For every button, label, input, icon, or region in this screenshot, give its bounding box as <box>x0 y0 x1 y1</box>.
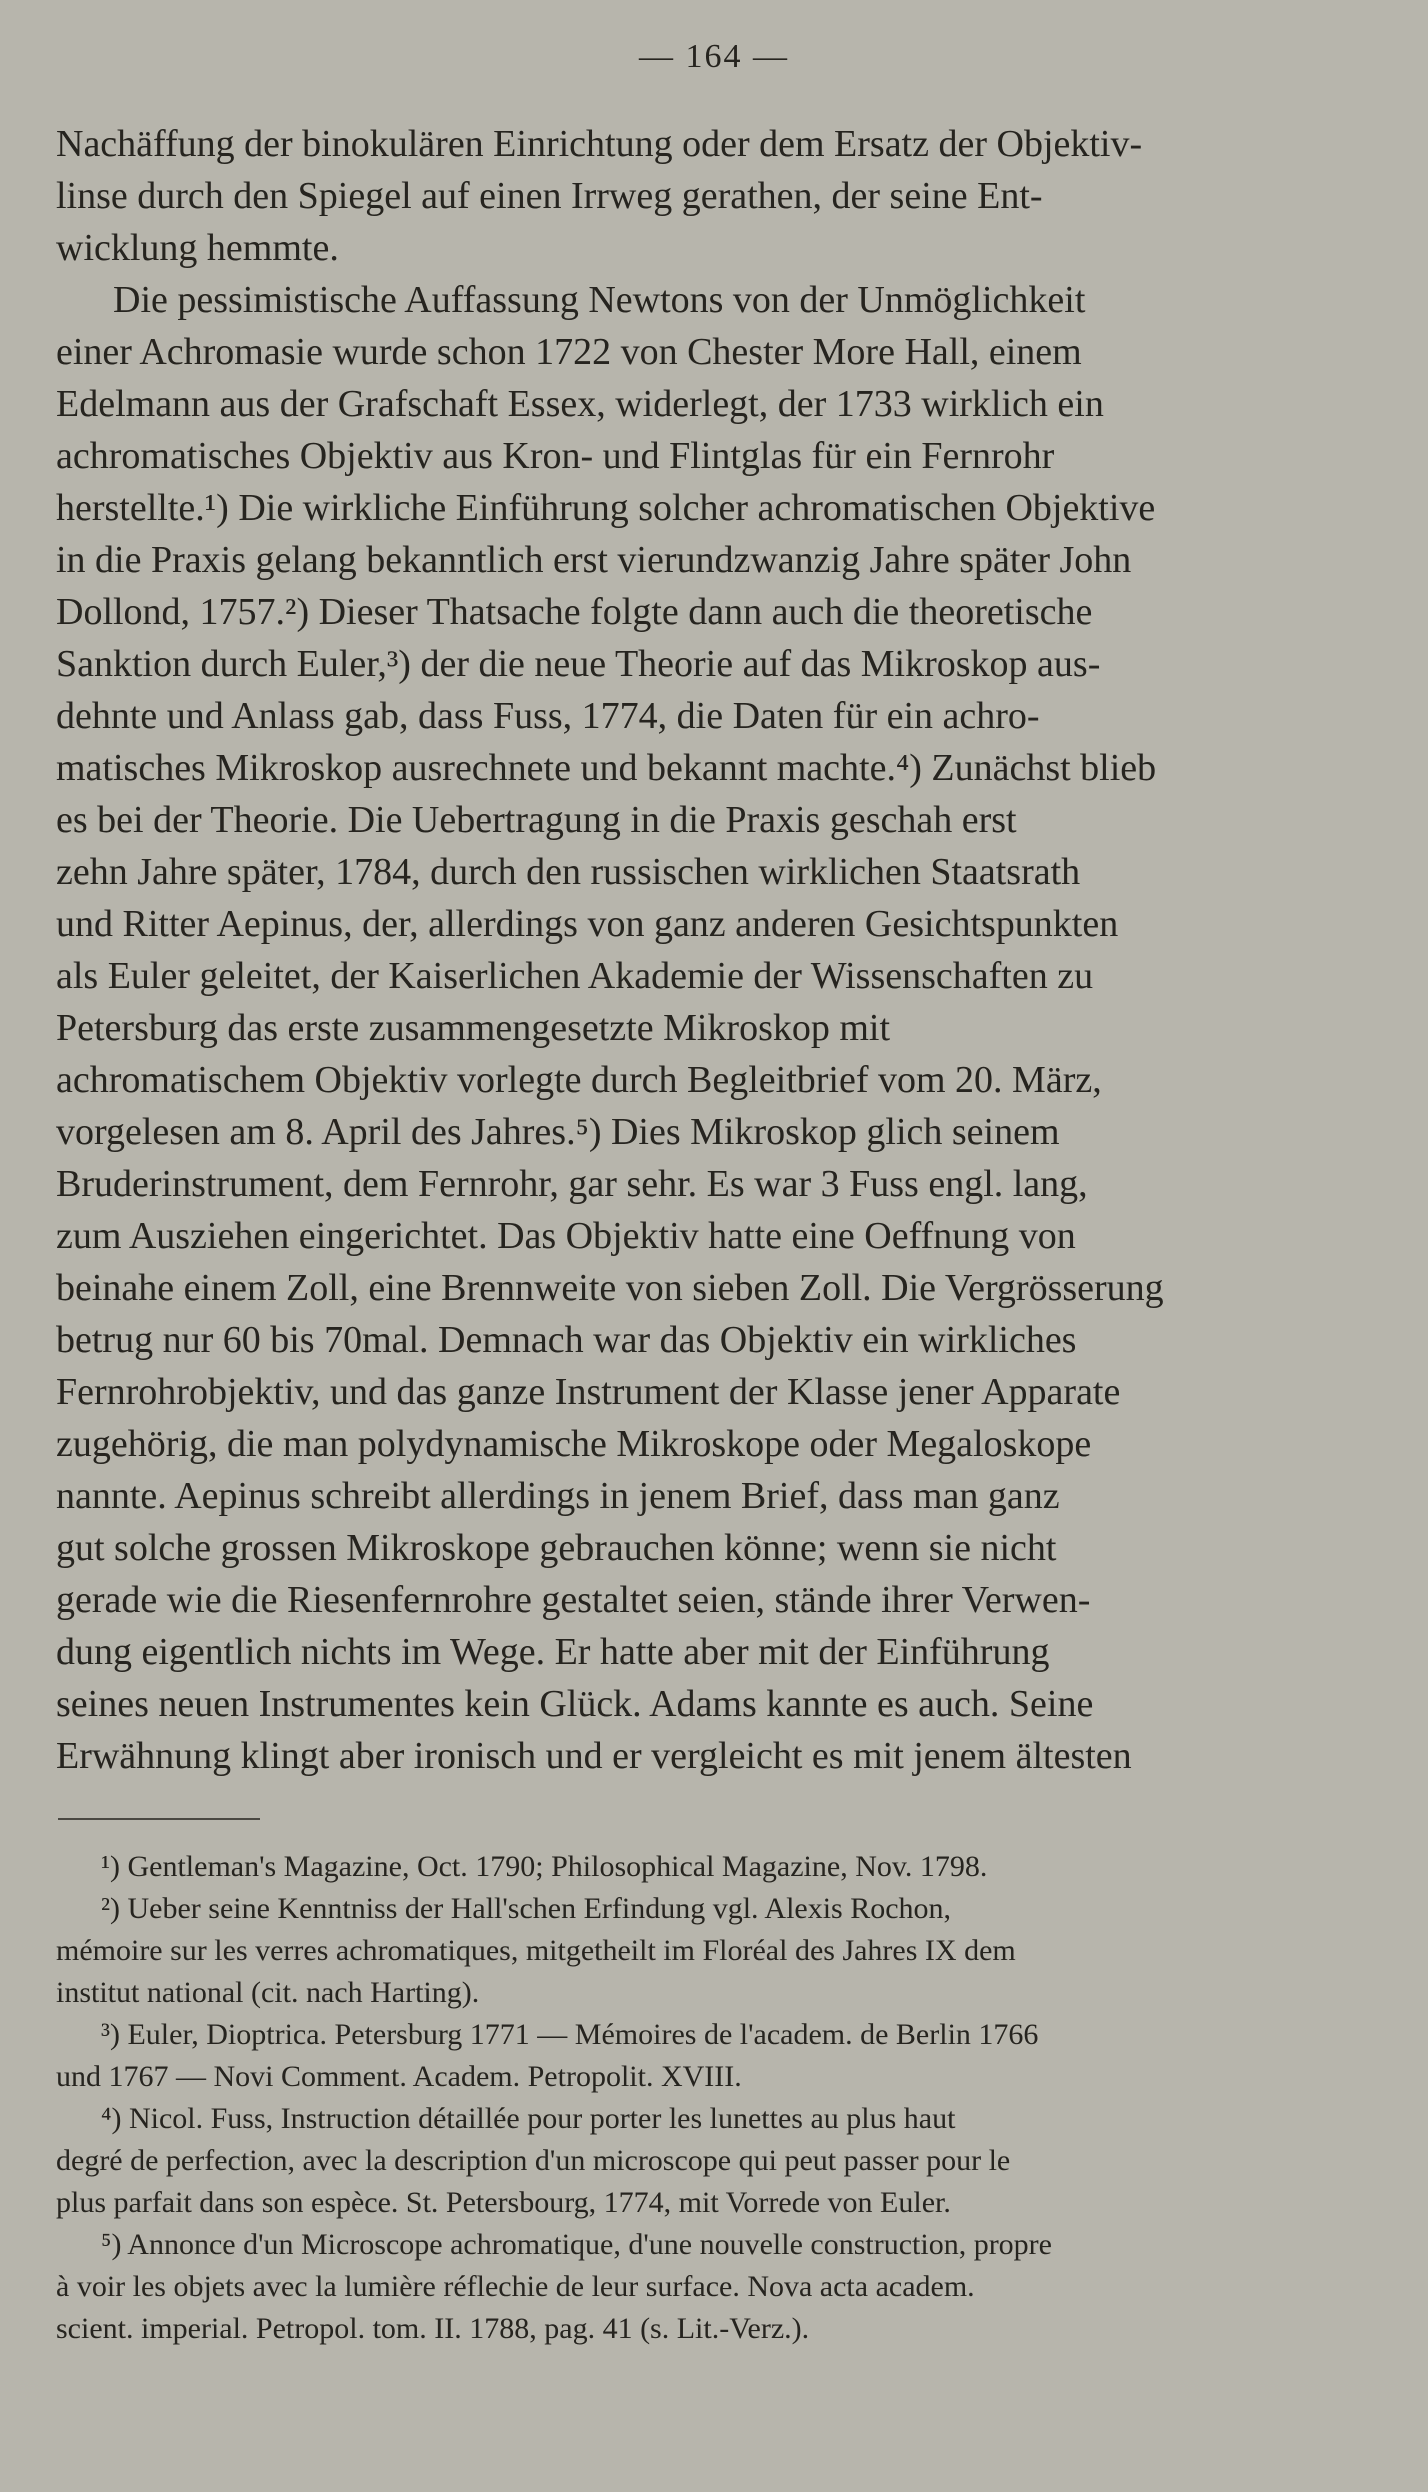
body-line: matisches Mikroskop ausrechnete und bekannt machte.⁴) Zunächst blieb <box>56 747 1157 789</box>
footnote-line: degré de perfection, avec la description d'un microscope qui peut passer pour le <box>56 2144 1011 2177</box>
footnote-line: scient. imperial. Petropol. tom. II. 1788, pag. 41 (s. Lit.-Verz.). <box>56 2312 810 2345</box>
footnote-line: à voir les objets avec la lumière réflechie de leur surface. Nova acta academ. <box>56 2270 975 2303</box>
body-text <box>56 118 1380 1782</box>
body-line: Fernrohrobjektiv, und das ganze Instrument der Klasse jener Apparate <box>56 1371 1121 1413</box>
body-line: dehnte und Anlass gab, dass Fuss, 1774, die Daten für ein achro- <box>56 695 1040 737</box>
body-line: Dollond, 1757.²) Dieser Thatsache folgte dann auch die theoretische <box>56 591 1093 633</box>
body-line: betrug nur 60 bis 70mal. Demnach war das Objektiv ein wirkliches <box>56 1319 1077 1361</box>
body-line: gerade wie die Riesenfernrohre gestaltet seien, stände ihrer Verwen- <box>56 1579 1091 1621</box>
body-line: zugehörig, die man polydynamische Mikroskope oder Megaloskope <box>56 1423 1092 1465</box>
body-line: und Ritter Aepinus, der, allerdings von ganz anderen Gesichtspunkten <box>56 903 1119 945</box>
body-line: zum Ausziehen eingerichtet. Das Objektiv hatte eine Oeffnung von <box>56 1215 1076 1257</box>
footnotes <box>56 1846 1380 2350</box>
footnote-line: ²) Ueber seine Kenntniss der Hall'schen Erfindung vgl. Alexis Rochon, <box>56 1892 952 1925</box>
body-line: als Euler geleitet, der Kaiserlichen Akademie der Wissenschaften zu <box>56 955 1094 997</box>
body-line: Petersburg das erste zusammengesetzte Mikroskop mit <box>56 1007 891 1049</box>
body-line: Edelmann aus der Grafschaft Essex, widerlegt, der 1733 wirklich ein <box>56 383 1104 425</box>
body-line: linse durch den Spiegel auf einen Irrweg gerathen, der seine Ent- <box>56 175 1043 217</box>
body-line: vorgelesen am 8. April des Jahres.⁵) Dies Mikroskop glich seinem <box>56 1111 1060 1153</box>
page-number: — 164 — <box>639 38 789 75</box>
body-line: zehn Jahre später, 1784, durch den russischen wirklichen Staatsrath <box>56 851 1081 893</box>
body-line: Nachäffung der binokulären Einrichtung oder dem Ersatz der Objektiv- <box>56 123 1143 165</box>
body-line: gut solche grossen Mikroskope gebrauchen könne; wenn sie nicht <box>56 1527 1057 1569</box>
body-line: Erwähnung klingt aber ironisch und er vergleicht es mit jenem ältesten <box>56 1735 1132 1777</box>
footnote-line: ⁴) Nicol. Fuss, Instruction détaillée pour porter les lunettes au plus haut <box>56 2102 956 2135</box>
footnote-line: ¹) Gentleman's Magazine, Oct. 1790; Philosophical Magazine, Nov. 1798. <box>56 1850 988 1883</box>
body-line: seines neuen Instrumentes kein Glück. Adams kannte es auch. Seine <box>56 1683 1094 1725</box>
body-line: Sanktion durch Euler,³) der die neue Theorie auf das Mikroskop aus- <box>56 643 1101 685</box>
body-line: Bruderinstrument, dem Fernrohr, gar sehr. Es war 3 Fuss engl. lang, <box>56 1163 1088 1205</box>
footnote-line: plus parfait dans son espèce. St. Petersbourg, 1774, mit Vorrede von Euler. <box>56 2186 951 2219</box>
footnote-divider <box>58 1818 260 1820</box>
body-line: Die pessimistische Auffassung Newtons von der Unmöglichkeit <box>56 279 1086 321</box>
body-line: wicklung hemmte. <box>56 227 339 269</box>
body-line: es bei der Theorie. Die Uebertragung in die Praxis geschah erst <box>56 799 1017 841</box>
footnote-line: ⁵) Annonce d'un Microscope achromatique, d'une nouvelle construction, propre <box>56 2228 1052 2261</box>
body-line: in die Praxis gelang bekanntlich erst vierundzwanzig Jahre später John <box>56 539 1132 581</box>
footnote-line: und 1767 — Novi Comment. Academ. Petropolit. XVIII. <box>56 2060 742 2093</box>
footnote-line: mémoire sur les verres achromatiques, mitgetheilt im Floréal des Jahres IX dem <box>56 1934 1016 1967</box>
body-line: herstellte.¹) Die wirkliche Einführung solcher achromatischen Objektive <box>56 487 1156 529</box>
body-line: nannte. Aepinus schreibt allerdings in jenem Brief, dass man ganz <box>56 1475 1060 1517</box>
body-line: achromatisches Objektiv aus Kron- und Flintglas für ein Fernrohr <box>56 435 1055 477</box>
footnote-line: institut national (cit. nach Harting). <box>56 1976 480 2009</box>
footnote-line: ³) Euler, Dioptrica. Petersburg 1771 — Mémoires de l'academ. de Berlin 1766 <box>56 2018 1039 2051</box>
body-line: achromatischem Objektiv vorlegte durch Begleitbrief vom 20. März, <box>56 1059 1102 1101</box>
body-line: einer Achromasie wurde schon 1722 von Chester More Hall, einem <box>56 331 1082 373</box>
body-line: beinahe einem Zoll, eine Brennweite von sieben Zoll. Die Vergrösserung <box>56 1267 1164 1309</box>
body-line: dung eigentlich nichts im Wege. Er hatte aber mit der Einführung <box>56 1631 1050 1673</box>
